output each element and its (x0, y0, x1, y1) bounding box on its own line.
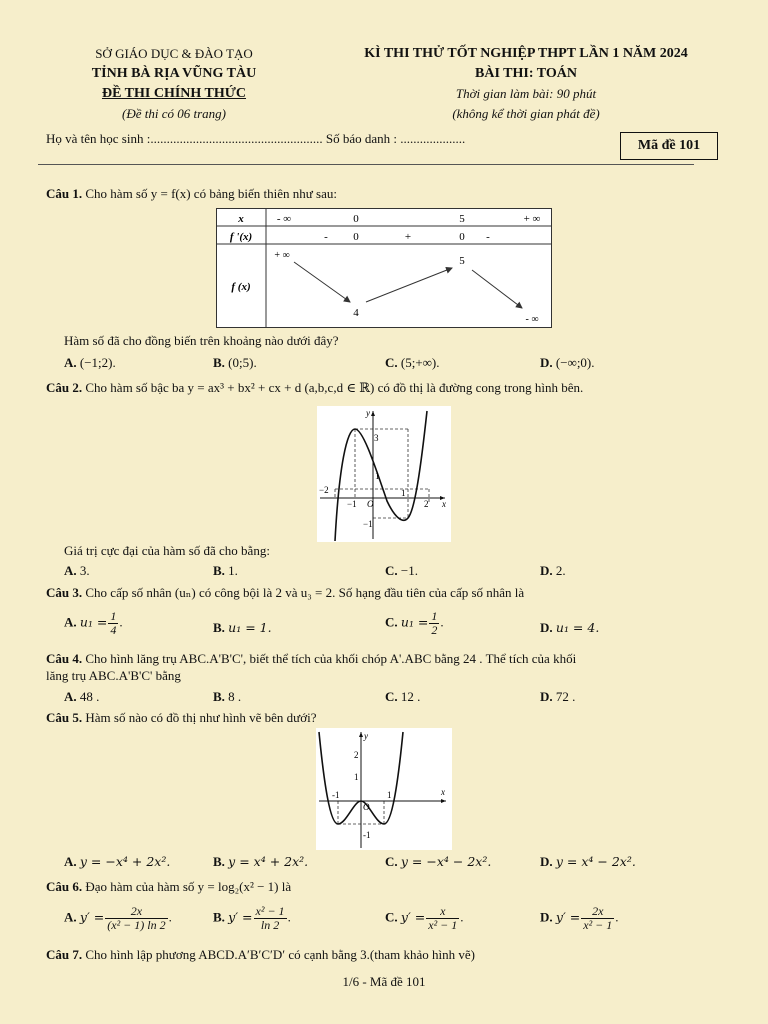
q2-option-c[interactable]: C. −1. (385, 563, 418, 578)
q4-stem (46, 651, 576, 667)
q3-label: Câu 3. (46, 585, 83, 600)
q2-option-b[interactable]: B. 1. (213, 563, 238, 578)
q5-tick-1: 1 (354, 772, 359, 782)
q6-option-d[interactable]: D. y′ = $\frac{2x}{\text{x² − 1}}$ . (540, 904, 619, 932)
table-x-neginf: - ∞ (276, 213, 292, 225)
table-x-header: x (238, 213, 244, 225)
q2-tick-1: 1 (375, 471, 380, 481)
q5-stem (46, 710, 316, 726)
q6-label: Câu 6. (46, 879, 83, 894)
q5-x-axis-label: x (441, 787, 445, 797)
table-x-0: 0 (353, 213, 359, 225)
q6-stem (46, 879, 291, 895)
q2-text: Cho hàm số bậc ba y = ax³ + bx² + cx + d (a,b,c,d ∈ ℝ) có đồ thị là đường cong trong hình bên. (82, 380, 584, 395)
q5-tick-x1: 1 (387, 790, 392, 800)
header-divider (38, 164, 694, 165)
q1-option-c[interactable]: C. (5;+∞). (385, 355, 440, 370)
q4-label: Câu 4. (46, 651, 83, 666)
q1-option-a[interactable]: A. (−1;2). (64, 355, 116, 370)
q1-variation-table (216, 208, 552, 328)
q5-option-d[interactable]: D. y = x⁴ − 2x². (540, 854, 636, 869)
exam-title: KÌ THI THỬ TỐT NGHIỆP THPT LẦN 1 NĂM 2024 (364, 46, 688, 61)
table-fp-sign2: + (404, 231, 412, 243)
province-name: TỈNH BÀ RỊA VŨNG TÀU (91, 66, 257, 81)
q1-prompt: Hàm số đã cho đồng biến trên khoảng nào dưới đây? (64, 333, 339, 348)
q5-tick-xneg1: -1 (332, 790, 340, 800)
table-f-posinf: + ∞ (274, 250, 290, 261)
q5-y-axis-label: y (364, 731, 368, 741)
q2-stem (46, 380, 583, 396)
table-x-5: 5 (459, 213, 465, 225)
table-fp-sign3: - (486, 231, 490, 243)
q2-x-axis-label: x (442, 499, 446, 509)
q6-option-c[interactable]: C. y′ = $\frac{x}{\text{x² − 1}}$ . (385, 904, 464, 932)
q5-tick-2: 2 (354, 750, 359, 760)
q7-text: Cho hình lập phương ABCD.A′B′C′D′ có cạnh bằng 3.(tham khảo hình vẽ) (82, 947, 475, 962)
q6-option-a[interactable]: A. y′ = $\frac{2x}{\text{(x² − 1) ln 2}}$ . (64, 904, 172, 932)
q6-option-b[interactable]: B. y′ = $\frac{\text{x² − 1}}{\ln 2}$ . (213, 904, 291, 932)
table-f-max: 5 (459, 255, 465, 267)
q5-tick-yneg1: -1 (363, 830, 371, 840)
q2-label: Câu 2. (46, 380, 83, 395)
header-right (320, 44, 732, 124)
q5-quartic-graph (316, 728, 452, 850)
q1-stem (46, 186, 337, 202)
table-fp-sign1: - (324, 231, 328, 243)
q3-option-b[interactable]: B. u₁ = 1. (213, 620, 272, 635)
q7-label: Câu 7. (46, 947, 83, 962)
q1-option-b[interactable]: B. (0;5). (213, 355, 257, 370)
q2-tick-3: 3 (374, 433, 379, 443)
q1-option-d[interactable]: D. (−∞;0). (540, 355, 595, 370)
dept-name: SỞ GIÁO DỤC & ĐÀO TẠO (95, 46, 253, 61)
q3-stem (46, 585, 524, 601)
table-f-neginf: - ∞ (525, 314, 539, 325)
q2-y-axis-label: y (366, 408, 370, 418)
q2-tick-x2: 2 (424, 499, 429, 509)
table-fp-header: f '(x) (229, 231, 253, 243)
page-footer: 1/6 - Mã đề 101 (342, 974, 426, 989)
page-count-note: (Đề thi có 06 trang) (122, 106, 226, 121)
time-limit: Thời gian làm bài: 90 phút (455, 86, 597, 101)
q2-prompt: Giá trị cực đại của hàm số đã cho bằng: (64, 543, 270, 558)
table-fp-zero2: 0 (459, 231, 465, 243)
q4-text-1: Cho hình lăng trụ ABC.A'B'C', biết thể tích của khối chóp A'.ABC bằng 24 . Thể tích của khối (82, 651, 577, 666)
q5-label: Câu 5. (46, 710, 83, 725)
official-label: ĐỀ THI CHÍNH THỨC (101, 86, 247, 101)
q5-option-b[interactable]: B. y = x⁴ + 2x². (213, 854, 309, 869)
q4-option-c[interactable]: C. 12 . (385, 689, 421, 704)
q3-option-d[interactable]: D. u₁ = 4. (540, 620, 600, 635)
q3-option-c[interactable]: C. u₁ = $\frac{1}{2}$ . (385, 609, 444, 637)
q4-option-b[interactable]: B. 8 . (213, 689, 242, 704)
q5-origin-label: O (363, 802, 370, 812)
q4-option-a[interactable]: A. 48 . (64, 689, 100, 704)
subject-title: BÀI THI: TOÁN (475, 66, 577, 81)
q2-tick-neg1: −1 (347, 499, 357, 509)
q2-option-d[interactable]: D. 2. (540, 563, 566, 578)
q2-tick-yneg1: −1 (363, 519, 373, 529)
q1-label: Câu 1. (46, 186, 83, 201)
q4-text-2: lăng trụ ABC.A'B'C' bằng (46, 668, 181, 683)
q4-option-d[interactable]: D. 72 . (540, 689, 576, 704)
table-x-posinf: + ∞ (523, 213, 541, 225)
exam-code-box: Mã đề 101 (620, 132, 718, 160)
q3-text: Cho cấp số nhân (uₙ) có công bội là 2 và u₃ = 2. Số hạng đầu tiên của cấp số nhân là (82, 585, 525, 600)
header-left (40, 44, 308, 124)
q2-tick-neg2: −2 (319, 485, 329, 495)
q2-origin-label: O (367, 499, 374, 509)
q2-tick-x1: 1 (401, 488, 406, 498)
q2-cubic-graph (317, 406, 451, 542)
q7-stem (46, 947, 475, 963)
q5-option-a[interactable]: A. y = −x⁴ + 2x². (64, 854, 171, 869)
q5-option-c[interactable]: C. y = −x⁴ − 2x². (385, 854, 492, 869)
q6-text: Đạo hàm của hàm số y = log₂(x² − 1) là (82, 879, 292, 894)
student-info-line: Họ và tên học sinh :..................................................... Số báo danh : .................... (46, 131, 466, 146)
q5-text: Hàm số nào có đồ thị như hình vẽ bên dưới? (82, 710, 317, 725)
q1-text: Cho hàm số y = f(x) có bảng biến thiên như sau: (82, 186, 337, 201)
table-f-header: f (x) (231, 281, 251, 293)
table-f-min: 4 (353, 307, 359, 319)
q3-option-a[interactable]: A. u₁ = $\frac{1}{4}$ . (64, 609, 123, 637)
table-fp-zero1: 0 (353, 231, 359, 243)
time-note: (không kể thời gian phát đề) (452, 106, 600, 121)
q2-option-a[interactable]: A. 3. (64, 563, 90, 578)
